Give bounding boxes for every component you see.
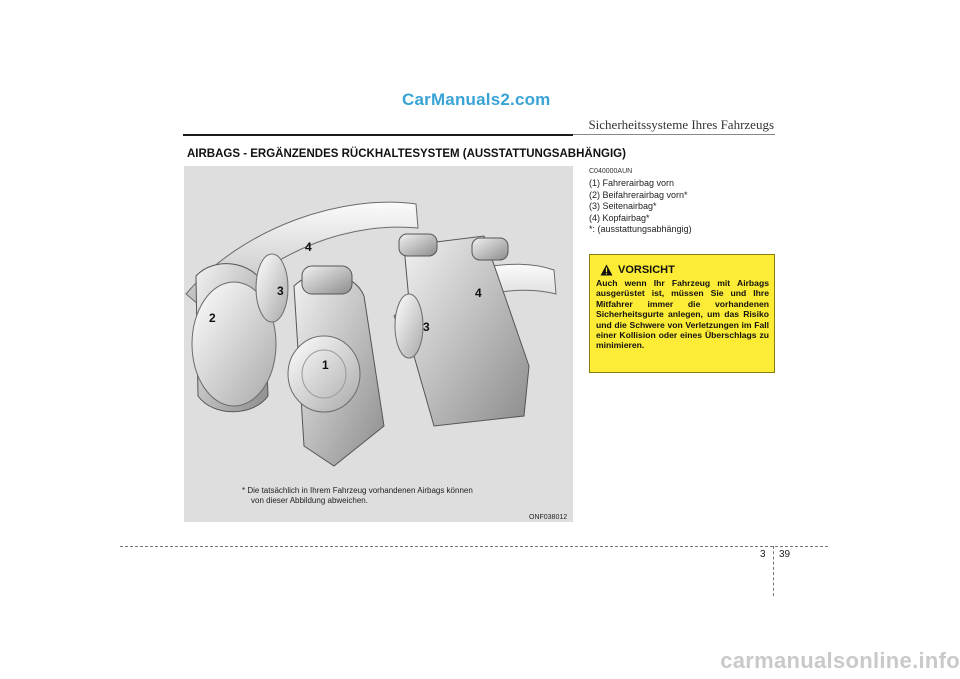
airbag-illustration — [184, 166, 573, 522]
rear-headrest-2 — [472, 238, 508, 260]
header-rule-thin — [573, 134, 775, 135]
warning-triangle-icon — [600, 264, 613, 276]
page-number: 39 — [779, 549, 791, 560]
chapter-number: 3 — [760, 549, 766, 560]
page-number-separator — [773, 546, 774, 596]
legend-item: (1) Fahrerairbag vorn — [589, 178, 675, 188]
figure-footnote — [242, 486, 542, 506]
rear-headrest — [399, 234, 437, 256]
callout-2: 2 — [209, 311, 216, 325]
caution-body: Auch wenn Ihr Fahrzeug mit Airbags ausgerüstet ist, müssen Sie und Ihre Mitfahrer immer die vorhandenen Sicherheitsgurte anlegen, um das Risiko und die Schwere von Verletzungen im Fall einer Kollision oder eines Überschlags zu minimieren. — [596, 278, 769, 351]
figure-code: ONF038012 — [529, 514, 568, 521]
legend-item: (4) Kopfairbag* — [589, 212, 650, 223]
callout-3-rear: 3 — [423, 320, 430, 334]
callout-4-rear: 4 — [475, 286, 482, 300]
footnote-line-1: * Die tatsächlich in Ihrem Fahrzeug vorhandenen Airbags können — [242, 486, 473, 495]
chapter-title: Sicherheitssysteme Ihres Fahrzeugs — [588, 117, 774, 132]
driver-headrest — [302, 266, 352, 294]
watermark-carmanualsonline: carmanualsonline.info — [720, 648, 960, 673]
caution-title: VORSICHT — [618, 264, 675, 276]
callout-3-front: 3 — [277, 284, 284, 298]
side-airbag-rear — [395, 294, 423, 358]
legend-footnote: *: (ausstattungsabhängig) — [589, 224, 692, 235]
legend-item: (3) Seitenairbag* — [589, 201, 657, 212]
section-code: C040000AUN — [589, 168, 633, 175]
header-rule-thick — [183, 134, 573, 136]
callout-4-front: 4 — [305, 240, 312, 254]
watermark-carmanuals2: CarManuals2.com — [402, 90, 551, 109]
airbag-legend — [589, 168, 779, 236]
section-heading: AIRBAGS - ERGÄNZENDES RÜCKHALTESYSTEM (AUSSTATTUNGSABHÄNGIG) — [187, 148, 626, 160]
driver-front-airbag — [288, 336, 360, 412]
legend-item: (2) Beifahrerairbag vorn* — [589, 189, 688, 200]
airbag-drawing — [184, 166, 573, 522]
callout-1: 1 — [322, 358, 329, 372]
caution-box — [589, 254, 775, 373]
footnote-line-2: von dieser Abbildung abweichen. — [251, 496, 368, 505]
footer-rule — [120, 546, 828, 547]
